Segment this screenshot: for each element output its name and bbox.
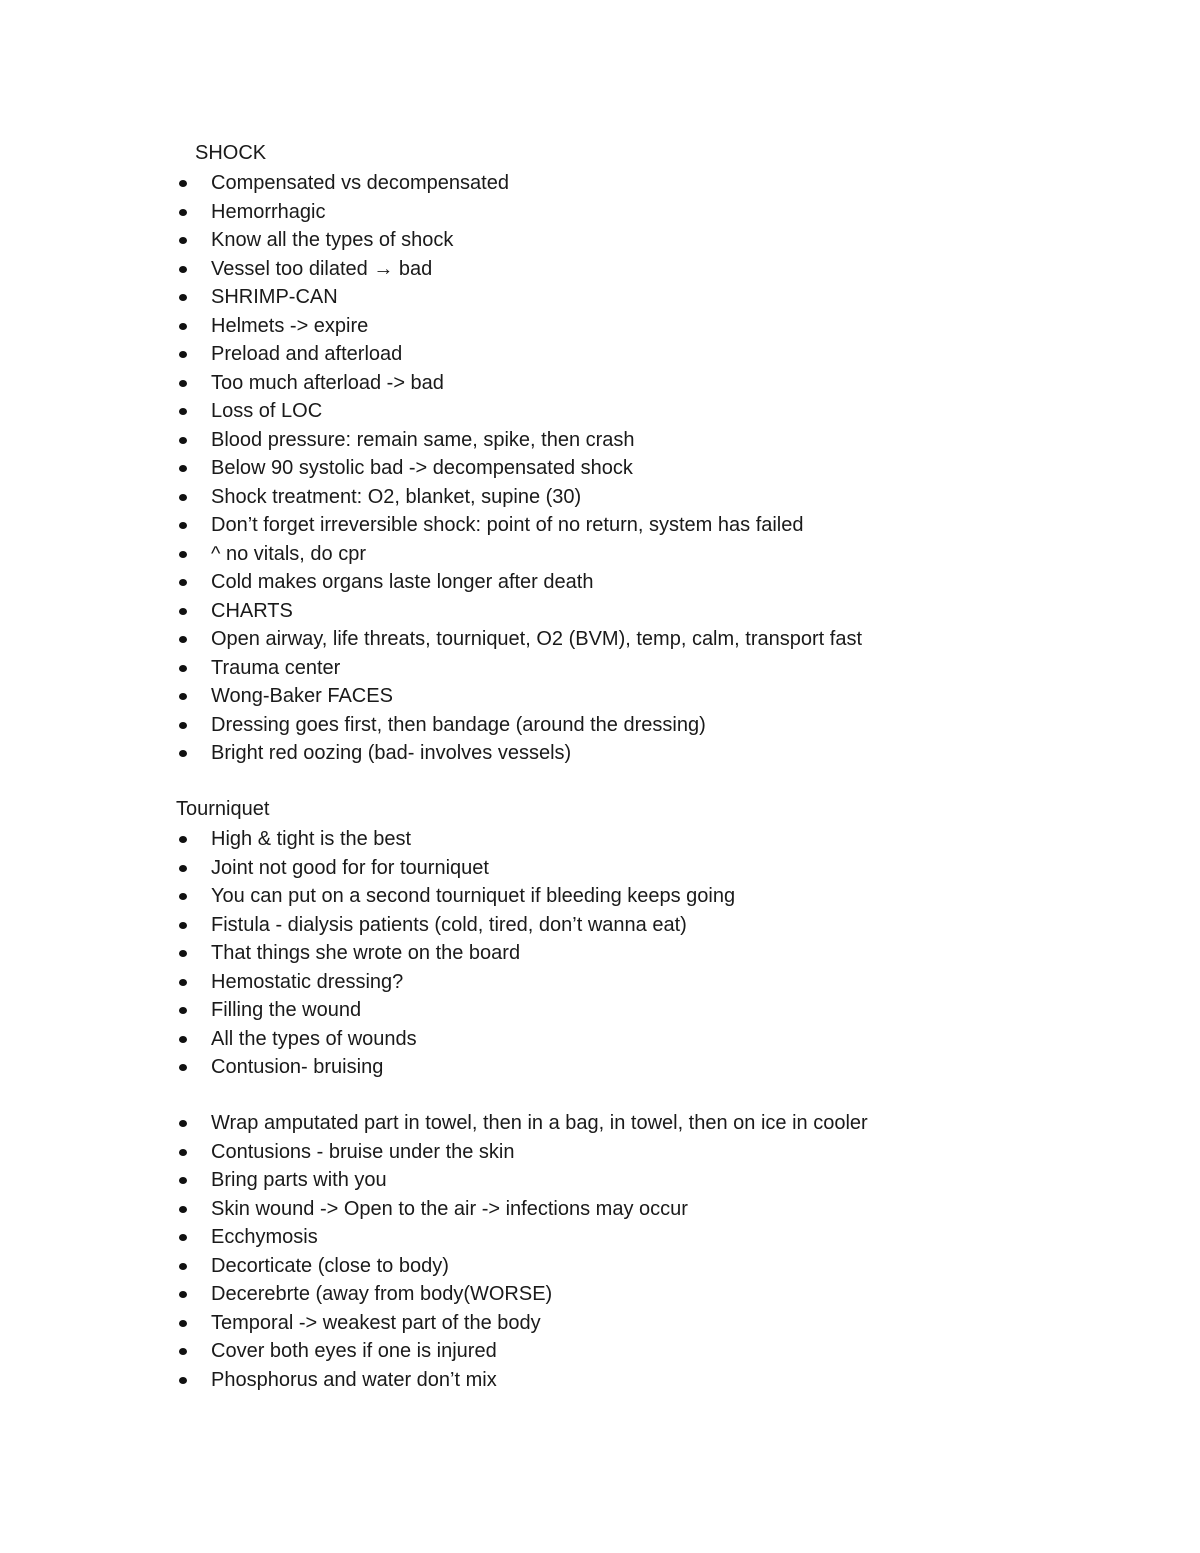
list-item-text: Fistula - dialysis patients (cold, tired, don’t wanna eat) <box>211 913 687 936</box>
list-item-text: Helmets -> expire <box>211 314 369 337</box>
list-item-text: That things she wrote on the board <box>211 942 521 964</box>
bullet-icon <box>179 494 187 501</box>
bullet-icon <box>179 294 187 301</box>
bullet-icon <box>179 579 187 586</box>
list-item-text: Joint not good for for tourniquet <box>211 856 489 879</box>
list-item-text: Dressing goes first, then bandage (around the dressing) <box>211 713 706 736</box>
list-item-text: CHARTS <box>211 599 293 622</box>
bullet-icon <box>179 979 187 986</box>
list-item <box>0 854 735 883</box>
list-item-text: Bright red oozing (bad- involves vessels) <box>211 742 572 764</box>
bullet-icon <box>179 1263 187 1270</box>
list-item <box>0 1025 735 1054</box>
list-item <box>0 568 862 597</box>
bullet-list-wounds <box>0 1109 868 1394</box>
list-item-text: Open airway, life threats, tourniquet, O2 (BVM), temp, calm, transport fast <box>211 628 862 650</box>
list-item <box>0 711 862 740</box>
bullet-icon <box>179 380 187 387</box>
list-item-text: Ecchymosis <box>211 1226 318 1248</box>
list-item <box>0 882 735 911</box>
bullet-icon <box>179 180 187 187</box>
bullet-icon <box>179 1007 187 1014</box>
bullet-icon <box>179 722 187 729</box>
list-item-text: Trauma center <box>211 656 341 679</box>
section-heading-shock: SHOCK <box>195 142 267 164</box>
list-item-text: Wong-Baker FACES <box>211 685 393 707</box>
list-item-text: ^ no vitals, do cpr <box>211 542 367 565</box>
bullet-icon <box>179 408 187 415</box>
bullet-icon <box>179 893 187 900</box>
list-item <box>0 283 862 312</box>
bullet-icon <box>179 1348 187 1355</box>
list-item <box>0 1109 868 1138</box>
list-item <box>0 397 862 426</box>
list-item <box>0 1223 868 1252</box>
list-item-text: Filling the wound <box>211 999 362 1021</box>
list-item <box>0 739 862 768</box>
bullet-icon <box>179 351 187 358</box>
list-item <box>0 1309 868 1338</box>
list-item <box>0 597 862 626</box>
bullet-icon <box>179 1234 187 1241</box>
list-item-text: Contusion- bruising <box>211 1056 384 1078</box>
list-item <box>0 426 862 455</box>
list-item <box>0 1337 868 1366</box>
bullet-icon <box>179 1036 187 1043</box>
list-item <box>0 682 862 711</box>
list-item <box>0 1138 868 1167</box>
list-item-text: All the types of wounds <box>211 1027 417 1050</box>
bullet-icon <box>179 636 187 643</box>
list-item <box>0 226 862 255</box>
list-item <box>0 1166 868 1195</box>
bullet-icon <box>179 1064 187 1071</box>
list-item <box>0 369 862 398</box>
list-item <box>0 654 862 683</box>
list-item-text: Vessel too dilated → bad <box>211 257 433 280</box>
list-item-text: Decorticate (close to body) <box>211 1254 449 1277</box>
bullet-icon <box>179 1377 187 1384</box>
list-item-text: Wrap amputated part in towel, then in a bag, in towel, then on ice in cooler <box>211 1112 868 1134</box>
list-item-text: High & tight is the best <box>211 828 412 850</box>
section-heading-tourniquet: Tourniquet <box>176 798 270 820</box>
list-item-text: Cover both eyes if one is injured <box>211 1340 497 1362</box>
list-item <box>0 996 735 1025</box>
list-item-text: Decerebrte (away from body(WORSE) <box>211 1283 553 1305</box>
list-item <box>0 911 735 940</box>
list-item <box>0 1195 868 1224</box>
list-item-text: Temporal -> weakest part of the body <box>211 1311 541 1334</box>
list-item <box>0 340 862 369</box>
bullet-icon <box>179 323 187 330</box>
bullet-list-tourniquet <box>0 825 735 1082</box>
bullet-icon <box>179 1177 187 1184</box>
bullet-icon <box>179 950 187 957</box>
bullet-icon <box>179 1120 187 1127</box>
list-item-text: Blood pressure: remain same, spike, then crash <box>211 428 635 451</box>
list-item-text: Skin wound -> Open to the air -> infections may occur <box>211 1197 688 1220</box>
list-item <box>0 1053 735 1082</box>
list-item-text: Contusions - bruise under the skin <box>211 1140 515 1163</box>
list-item-text: Too much afterload -> bad <box>211 371 444 394</box>
list-item <box>0 483 862 512</box>
list-item <box>0 825 735 854</box>
bullet-icon <box>179 865 187 872</box>
bullet-icon <box>179 836 187 843</box>
list-item-text: Preload and afterload <box>211 343 403 365</box>
list-item-text: Compensated vs decompensated <box>211 172 509 194</box>
bullet-icon <box>179 437 187 444</box>
bullet-icon <box>179 608 187 615</box>
bullet-icon <box>179 551 187 558</box>
bullet-icon <box>179 1320 187 1327</box>
bullet-icon <box>179 750 187 757</box>
list-item-text: SHRIMP-CAN <box>211 286 338 308</box>
list-item-text: Don’t forget irreversible shock: point of no return, system has failed <box>211 514 804 536</box>
bullet-icon <box>179 237 187 244</box>
list-item <box>0 1280 868 1309</box>
list-item <box>0 255 862 284</box>
list-item <box>0 312 862 341</box>
list-item-text: Know all the types of shock <box>211 229 454 251</box>
list-item <box>0 198 862 227</box>
list-item-text: Below 90 systolic bad -> decompensated shock <box>211 457 633 479</box>
bullet-icon <box>179 522 187 529</box>
bullet-icon <box>179 1206 187 1213</box>
list-item <box>0 511 862 540</box>
list-item-text: Hemorrhagic <box>211 200 326 223</box>
bullet-icon <box>179 1149 187 1156</box>
list-item-text: Hemostatic dressing? <box>211 970 404 993</box>
bullet-icon <box>179 922 187 929</box>
list-item <box>0 939 735 968</box>
list-item <box>0 454 862 483</box>
bullet-icon <box>179 465 187 472</box>
bullet-list-shock <box>0 169 862 768</box>
bullet-icon <box>179 665 187 672</box>
list-item <box>0 625 862 654</box>
list-item-text: Phosphorus and water don’t mix <box>211 1368 497 1391</box>
list-item <box>0 540 862 569</box>
list-item <box>0 1366 868 1395</box>
bullet-icon <box>179 266 187 273</box>
bullet-icon <box>179 209 187 216</box>
list-item-text: Bring parts with you <box>211 1169 387 1191</box>
list-item <box>0 968 735 997</box>
bullet-icon <box>179 693 187 700</box>
list-item-text: Loss of LOC <box>211 400 323 422</box>
bullet-icon <box>179 1291 187 1298</box>
list-item-text: Shock treatment: O2, blanket, supine (30) <box>211 485 582 508</box>
list-item <box>0 1252 868 1281</box>
list-item-text: You can put on a second tourniquet if bleeding keeps going <box>211 885 736 907</box>
list-item <box>0 169 862 198</box>
list-item-text: Cold makes organs laste longer after death <box>211 571 594 593</box>
